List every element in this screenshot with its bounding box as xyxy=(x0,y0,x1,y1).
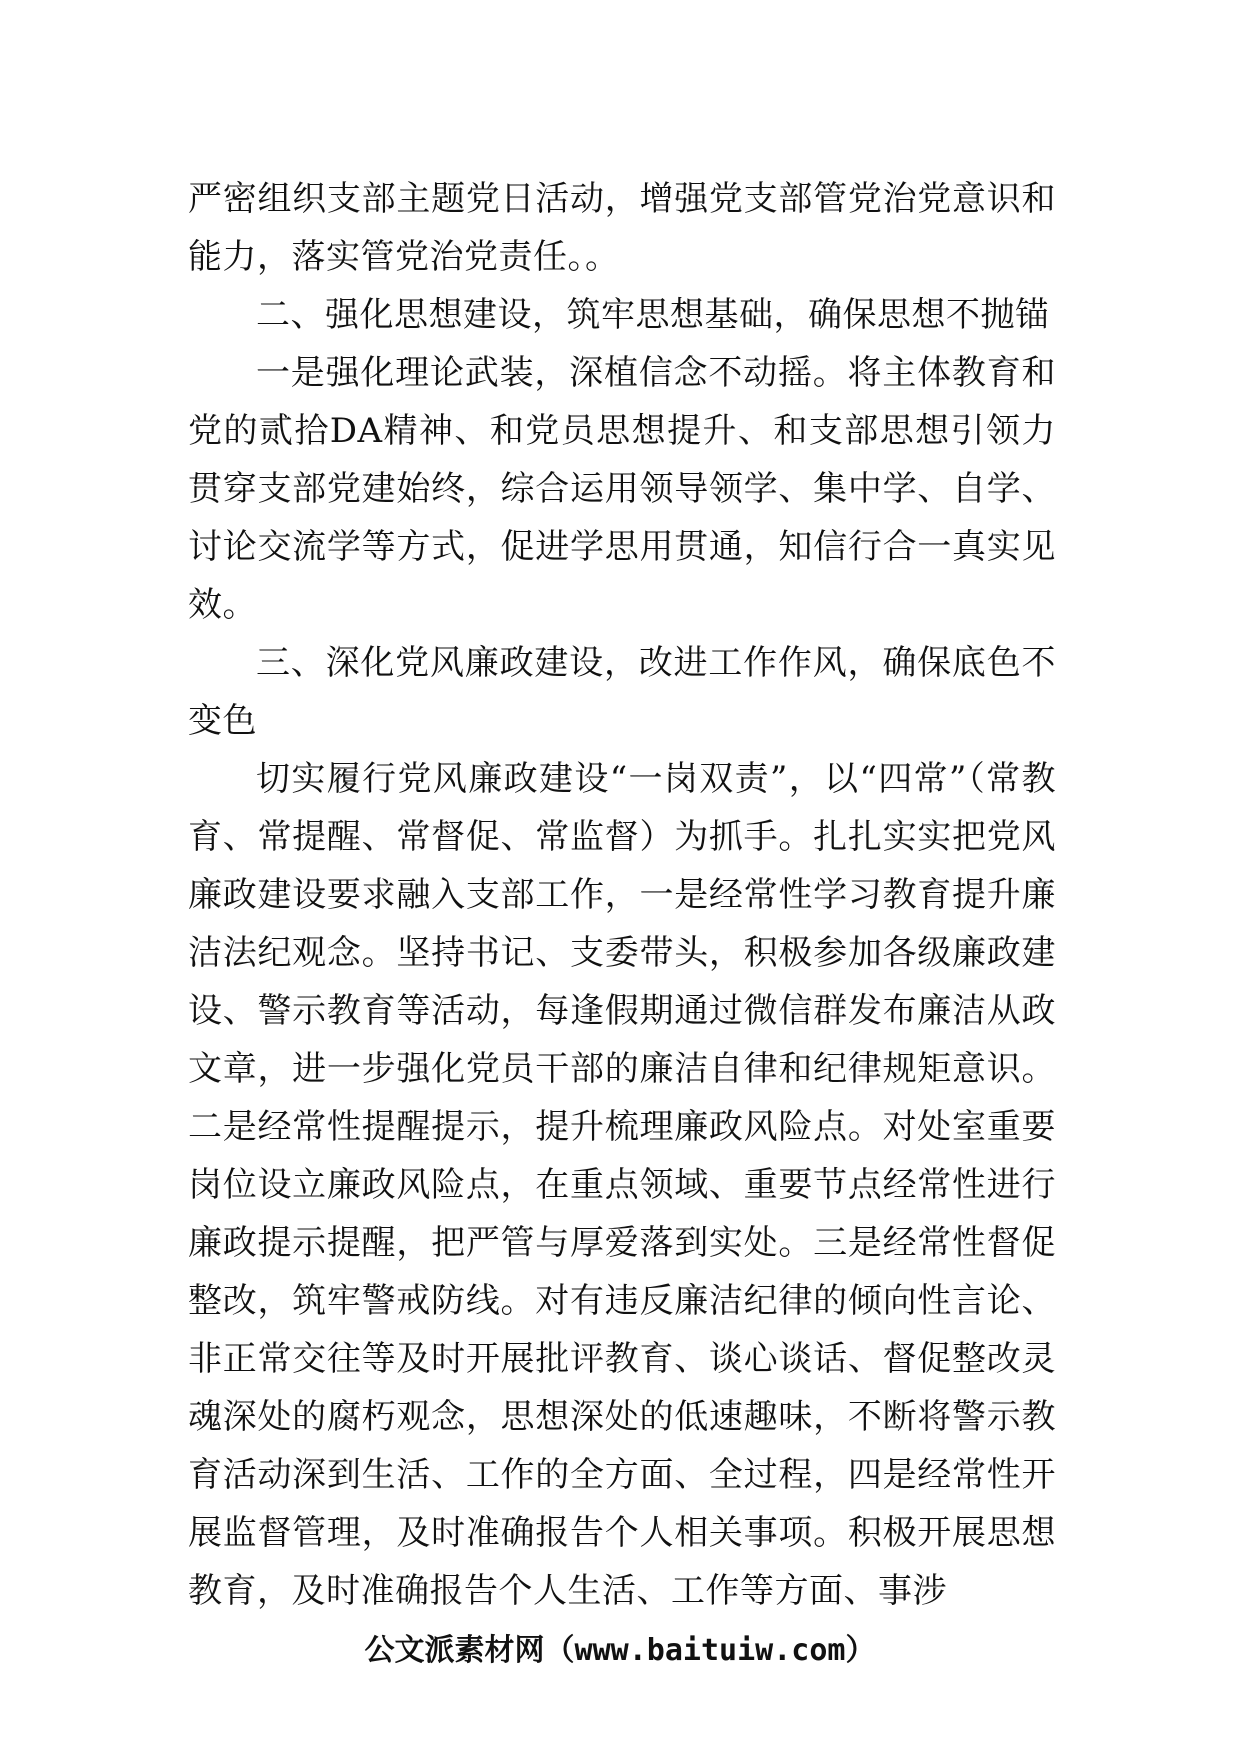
paragraph-theory: 一是强化理论武装，深植信念不动摇。将主体教育和党的贰拾DA精神、和党员思想提升、和支部思想引领力贯穿支部党建始终，综合运用领导领学、集中学、自学、讨论交流学等方式，促进学思用贯通，知信行合一真实见效。 xyxy=(188,353,1056,625)
document-body xyxy=(188,170,1056,1620)
paragraph-integrity: 切实履行党风廉政建设“一岗双责”，以“四常”（常教育、常提醒、常督促、常监督）为抓手。扎扎实实把党风廉政建设要求融入支部工作，一是经常性学习教育提升廉洁法纪观念。坚持书记、支委带头，积极参加各级廉政建设、警示教育等活动，每逢假期通过微信群发布廉洁从政文章，进一步强化党员干部的廉洁自律和纪律规矩意识。二是经常性提醒提示，提升梳理廉政风险点。对处室重要岗位设立廉政风险点，在重点领域、重要节点经常性进行廉政提示提醒，把严管与厚爱落到实处。三是经常性督促整改，筑牢警戒防线。对有违反廉洁纪律的倾向性言论、非正常交往等及时开展批评教育、谈心谈话、督促整改灵魂深处的腐朽观念，思想深处的低速趣味，不断将警示教育活动深到生活、工作的全方面、全过程，四是经常性开展监督管理，及时准确报告个人相关事项。积极开展思想教育，及时准确报告个人生活、工作等方面、事涉 xyxy=(188,759,1056,1611)
paragraph-continued: 严密组织支部主题党日活动，增强党支部管党治党意识和能力，落实管党治党责任。。 xyxy=(188,179,1056,277)
footer-watermark: 公文派素材网（www.baituiw.com） xyxy=(364,1633,876,1668)
section-heading-2: 二、强化思想建设，筑牢思想基础，确保思想不抛锚 xyxy=(256,295,1050,335)
section-heading-3: 三、深化党风廉政建设，改进工作作风，确保底色不变色 xyxy=(188,643,1056,741)
